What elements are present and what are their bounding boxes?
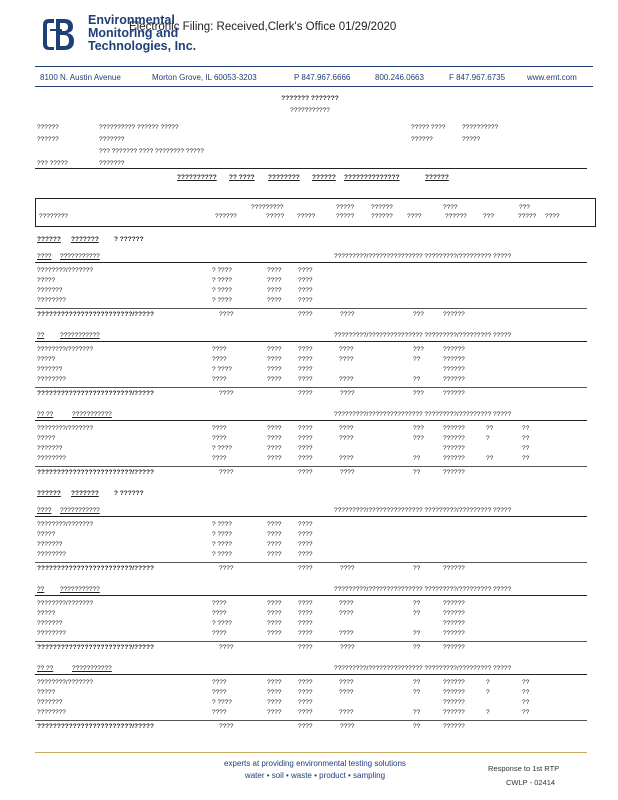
table-cell: ???? <box>298 455 313 462</box>
table-cell: ???? <box>340 644 355 651</box>
group-heading: ?????? <box>37 236 61 243</box>
table-cell: ???? <box>298 435 313 442</box>
table-cell: ???? <box>339 376 354 383</box>
analyte-name: ??????? <box>37 287 63 294</box>
info-label: ?????? <box>411 136 433 143</box>
table-cell: ???? <box>298 565 313 572</box>
section-rule <box>35 516 587 517</box>
table-cell: ? <box>486 709 490 716</box>
document-id: CWLP - 02414 <box>506 778 556 787</box>
table-cell: ???? <box>340 723 355 730</box>
section-subheader: ?????????/??????????????? ?????????/????????? ????? <box>334 332 512 339</box>
table-cell: ?? <box>413 469 421 476</box>
analyte-name: ???????? <box>37 455 66 462</box>
analyte-name: ??????? <box>37 699 63 706</box>
table-cell: ???? <box>267 346 282 353</box>
table-cell: ?? <box>522 679 530 686</box>
table-cell: ?? <box>413 455 421 462</box>
total-rule <box>35 562 587 563</box>
table-cell: ??? <box>413 435 424 442</box>
banner-label: ???????? <box>268 174 300 181</box>
table-cell: ? ???? <box>212 366 232 373</box>
table-cell: ?????? <box>443 376 465 383</box>
section-title: ???? <box>37 507 52 514</box>
table-cell: ???? <box>212 455 227 462</box>
table-cell: ???? <box>339 435 354 442</box>
table-cell: ? ???? <box>212 297 232 304</box>
table-cell: ???? <box>340 565 355 572</box>
table-cell: ???? <box>212 709 227 716</box>
table-cell: ?? <box>522 445 530 452</box>
company-name-line3: Technologies, Inc. <box>88 39 197 53</box>
table-cell: ???? <box>298 376 313 383</box>
info-label: ?????? <box>37 136 59 143</box>
table-cell: ???? <box>267 297 282 304</box>
table-cell: ???? <box>339 356 354 363</box>
table-cell: ?????? <box>443 356 465 363</box>
table-cell: ???? <box>212 679 227 686</box>
table-cell: ?????? <box>443 425 465 432</box>
table-cell: ?????? <box>443 565 465 572</box>
company-name-line1: Environmental <box>88 13 175 27</box>
table-cell: ? ???? <box>212 541 232 548</box>
table-cell: ???? <box>298 366 313 373</box>
table-cell: ? ???? <box>212 277 232 284</box>
table-cell: ???? <box>267 521 282 528</box>
banner-label: ?????????? <box>177 174 217 181</box>
analyte-name: ????????/??????? <box>37 600 94 607</box>
table-cell: ? ???? <box>212 445 232 452</box>
table-cell: ? <box>486 689 490 696</box>
table-cell: ?? <box>413 689 421 696</box>
section-rule <box>35 341 587 342</box>
table-cell: ???? <box>267 541 282 548</box>
table-cell: ???? <box>219 723 234 730</box>
table-cell: ?????? <box>443 610 465 617</box>
analyte-name: ????? <box>37 610 56 617</box>
total-label: ????????????????????????/????? <box>37 723 154 730</box>
table-cell: ?????? <box>443 699 465 706</box>
table-cell: ???? <box>298 356 313 363</box>
group-heading: ??????? <box>71 236 99 243</box>
table-cell: ???? <box>212 610 227 617</box>
section-rule <box>35 595 587 596</box>
section-title: ??????????? <box>60 253 100 260</box>
table-cell: ?????? <box>443 689 465 696</box>
section-title: ?? <box>37 332 45 339</box>
total-label: ????????????????????????/????? <box>37 469 154 476</box>
table-cell: ???? <box>298 346 313 353</box>
table-cell: ???? <box>298 267 313 274</box>
banner-label: ?????? <box>312 174 336 181</box>
column-label: ???? <box>443 204 458 211</box>
table-cell: ?? <box>522 699 530 706</box>
section-subheader: ?????????/??????????????? ?????????/????????? ????? <box>334 411 512 418</box>
table-cell: ?????? <box>443 435 465 442</box>
info-value: ?????????? <box>462 124 499 131</box>
table-cell: ???? <box>298 425 313 432</box>
analyte-name: ???????? <box>37 630 66 637</box>
info-rule <box>35 168 587 169</box>
section-rule <box>35 262 587 263</box>
phone-number: P 847.967.6666 <box>294 73 351 82</box>
table-cell: ???? <box>267 287 282 294</box>
column-label: ????? <box>266 213 285 220</box>
table-cell: ???? <box>339 455 354 462</box>
header-rule <box>35 66 593 67</box>
table-cell: ?????? <box>443 600 465 607</box>
table-cell: ???? <box>212 435 227 442</box>
table-cell: ???? <box>298 445 313 452</box>
section-subheader: ?????????/??????????????? ?????????/????????? ????? <box>334 586 512 593</box>
analyte-name: ????????/??????? <box>37 346 94 353</box>
table-cell: ?? <box>413 600 421 607</box>
table-cell: ?? <box>486 455 494 462</box>
table-cell: ?? <box>522 425 530 432</box>
table-cell: ???? <box>267 425 282 432</box>
column-label: ??? <box>483 213 494 220</box>
table-cell: ???? <box>298 620 313 627</box>
table-cell: ???? <box>298 610 313 617</box>
table-cell: ?????? <box>443 346 465 353</box>
column-label: ?????? <box>215 213 237 220</box>
table-cell: ???? <box>212 346 227 353</box>
table-cell: ???? <box>339 610 354 617</box>
table-cell: ???? <box>339 630 354 637</box>
tollfree-number: 800.246.0663 <box>375 73 424 82</box>
table-cell: ???? <box>267 455 282 462</box>
table-cell: ???? <box>219 644 234 651</box>
table-cell: ???? <box>267 356 282 363</box>
analyte-name: ??????? <box>37 541 63 548</box>
column-label: ??? <box>519 204 530 211</box>
footer-rule <box>35 752 587 753</box>
analyte-name: ???????? <box>37 551 66 558</box>
table-cell: ??? <box>413 346 424 353</box>
banner-label: ?? ???? <box>229 174 255 181</box>
table-cell: ???? <box>267 620 282 627</box>
table-cell: ?????? <box>443 679 465 686</box>
table-cell: ?? <box>413 723 421 730</box>
table-cell: ???? <box>340 469 355 476</box>
total-label: ????????????????????????/????? <box>37 644 154 651</box>
info-label: ????? ???? <box>411 124 446 131</box>
report-title: ??????? ??????? <box>281 95 339 102</box>
column-label-analyte: ???????? <box>39 213 68 220</box>
column-label: ????? <box>336 213 355 220</box>
section-subheader: ?????????/??????????????? ?????????/????????? ????? <box>334 253 512 260</box>
total-label: ????????????????????????/????? <box>37 390 154 397</box>
table-cell: ???? <box>298 287 313 294</box>
total-rule <box>35 308 587 309</box>
table-cell: ???? <box>298 277 313 284</box>
section-subheader: ?????????/??????????????? ?????????/????????? ????? <box>334 507 512 514</box>
table-cell: ??? <box>413 425 424 432</box>
section-rule <box>35 420 587 421</box>
table-cell: ?? <box>522 455 530 462</box>
table-cell: ??? <box>413 390 424 397</box>
analyte-name: ??????? <box>37 445 63 452</box>
analyte-name: ???????? <box>37 376 66 383</box>
table-cell: ?????? <box>443 366 465 373</box>
column-label: ???? <box>407 213 422 220</box>
table-cell: ?? <box>522 689 530 696</box>
table-cell: ?????? <box>443 445 465 452</box>
group-heading: ??????? <box>71 490 99 497</box>
table-cell: ? ???? <box>212 521 232 528</box>
table-cell: ???? <box>219 469 234 476</box>
table-cell: ?? <box>486 425 494 432</box>
company-name-line2: Monitoring and <box>88 26 179 40</box>
column-label: ????????? <box>251 204 284 211</box>
column-label: ???? <box>545 213 560 220</box>
info-label: ??? ????? <box>37 160 68 167</box>
company-logo <box>40 17 80 51</box>
analyte-name: ????? <box>37 277 56 284</box>
table-cell: ?? <box>522 435 530 442</box>
table-cell: ? <box>486 679 490 686</box>
table-cell: ???? <box>267 610 282 617</box>
column-label: ????? <box>336 204 355 211</box>
table-cell: ???? <box>298 723 313 730</box>
table-cell: ???? <box>339 709 354 716</box>
table-cell: ?????? <box>443 644 465 651</box>
section-title: ???? <box>37 253 52 260</box>
analyte-name: ????? <box>37 531 56 538</box>
section-title: ?? <box>37 586 45 593</box>
report-subtitle: ??????????? <box>290 107 330 114</box>
column-label: ?????? <box>371 204 393 211</box>
analyte-name: ???????? <box>37 709 66 716</box>
table-cell: ???? <box>298 699 313 706</box>
table-cell: ? ???? <box>212 620 232 627</box>
analyte-name: ??????? <box>37 366 63 373</box>
table-cell: ?? <box>413 565 421 572</box>
section-subheader: ?????????/??????????????? ?????????/????????? ????? <box>334 665 512 672</box>
column-label: ?????? <box>371 213 393 220</box>
table-cell: ?? <box>413 679 421 686</box>
table-cell: ???? <box>339 679 354 686</box>
table-cell: ?????? <box>443 630 465 637</box>
address-city: Morton Grove, IL 60053-3203 <box>152 73 257 82</box>
table-cell: ?????? <box>443 723 465 730</box>
table-cell: ?????? <box>443 620 465 627</box>
analyte-name: ????? <box>37 356 56 363</box>
logo-mark-icon <box>40 17 80 51</box>
info-value: ??????? <box>99 160 125 167</box>
table-cell: ???? <box>212 600 227 607</box>
table-cell: ???? <box>267 376 282 383</box>
analyte-name: ????????/??????? <box>37 679 94 686</box>
table-cell: ???? <box>298 311 313 318</box>
analyte-name: ????? <box>37 435 56 442</box>
section-title: ??????????? <box>72 665 112 672</box>
table-cell: ?????? <box>443 469 465 476</box>
table-cell: ???? <box>267 689 282 696</box>
section-title: ??????????? <box>60 586 100 593</box>
table-cell: ?? <box>413 610 421 617</box>
total-rule <box>35 466 587 467</box>
table-cell: ???? <box>298 297 313 304</box>
table-cell: ???? <box>267 679 282 686</box>
section-title: ?? ?? <box>37 665 54 672</box>
table-cell: ???? <box>298 390 313 397</box>
filing-stamp: Electronic Filing: Received,Clerk's Office 01/29/2020 <box>129 21 397 33</box>
table-cell: ???? <box>298 630 313 637</box>
footer-services: water • soil • waste • product • sampling <box>244 771 386 780</box>
total-label: ????????????????????????/????? <box>37 565 154 572</box>
table-cell: ???? <box>340 390 355 397</box>
table-cell: ???? <box>212 425 227 432</box>
table-cell: ???? <box>298 644 313 651</box>
table-cell: ??? <box>413 311 424 318</box>
table-cell: ???? <box>298 689 313 696</box>
table-cell: ???? <box>219 565 234 572</box>
table-cell: ???? <box>298 521 313 528</box>
table-cell: ???? <box>298 679 313 686</box>
table-cell: ???? <box>298 551 313 558</box>
info-value: ????? <box>462 136 481 143</box>
column-label: ?????? <box>445 213 467 220</box>
table-cell: ? ???? <box>212 531 232 538</box>
table-cell: ???? <box>267 709 282 716</box>
section-title: ?? ?? <box>37 411 54 418</box>
column-header-box <box>35 198 596 227</box>
table-cell: ???? <box>267 630 282 637</box>
table-cell: ???? <box>267 277 282 284</box>
table-cell: ???? <box>267 699 282 706</box>
table-cell: ???? <box>267 435 282 442</box>
column-label: ????? <box>518 213 537 220</box>
table-cell: ???? <box>267 600 282 607</box>
column-label: ????? <box>297 213 316 220</box>
table-cell: ?????? <box>443 709 465 716</box>
table-cell: ???? <box>267 267 282 274</box>
info-value: ??? ??????? ???? ???????? ????? <box>99 148 204 155</box>
group-heading: ? ?????? <box>114 236 144 243</box>
fax-number: F 847.967.6735 <box>449 73 506 82</box>
table-cell: ???? <box>267 531 282 538</box>
table-cell: ???? <box>339 689 354 696</box>
table-cell: ?? <box>413 630 421 637</box>
table-cell: ???? <box>298 600 313 607</box>
table-cell: ???? <box>298 709 313 716</box>
table-cell: ???? <box>219 390 234 397</box>
info-value: ?????????? ?????? ????? <box>99 124 179 131</box>
analyte-name: ??????? <box>37 620 63 627</box>
total-label: ????????????????????????/????? <box>37 311 154 318</box>
address-street: 8100 N. Austin Avenue <box>40 73 121 82</box>
table-cell: ???? <box>212 356 227 363</box>
table-cell: ???? <box>339 346 354 353</box>
table-cell: ???? <box>267 445 282 452</box>
table-cell: ???? <box>298 469 313 476</box>
section-rule <box>35 674 587 675</box>
table-cell: ? ???? <box>212 267 232 274</box>
table-cell: ?? <box>413 644 421 651</box>
table-cell: ?? <box>413 376 421 383</box>
group-heading: ?????? <box>37 490 61 497</box>
table-cell: ???? <box>339 425 354 432</box>
total-rule <box>35 387 587 388</box>
table-cell: ???? <box>219 311 234 318</box>
total-rule <box>35 720 587 721</box>
address-rule <box>35 86 593 87</box>
table-cell: ???? <box>267 366 282 373</box>
table-cell: ???? <box>339 600 354 607</box>
table-cell: ? ???? <box>212 287 232 294</box>
table-cell: ???? <box>298 531 313 538</box>
table-cell: ?? <box>413 356 421 363</box>
analyte-name: ???????? <box>37 297 66 304</box>
table-cell: ???? <box>267 551 282 558</box>
table-cell: ?? <box>522 709 530 716</box>
banner-label: ?????? <box>425 174 449 181</box>
table-cell: ???? <box>340 311 355 318</box>
info-label: ?????? <box>37 124 59 131</box>
table-cell: ?????? <box>443 390 465 397</box>
table-cell: ? ???? <box>212 551 232 558</box>
banner-label: ?????????????? <box>344 174 400 181</box>
website-link[interactable]: www.emt.com <box>527 73 577 82</box>
analyte-name: ????????/??????? <box>37 425 94 432</box>
analyte-name: ????????/??????? <box>37 267 94 274</box>
info-value: ??????? <box>99 136 125 143</box>
analyte-name: ????????/??????? <box>37 521 94 528</box>
table-cell: ???? <box>212 689 227 696</box>
table-cell: ? <box>486 435 490 442</box>
table-cell: ???? <box>212 630 227 637</box>
group-heading: ? ?????? <box>114 490 144 497</box>
table-cell: ?????? <box>443 455 465 462</box>
table-cell: ?????? <box>443 311 465 318</box>
analyte-name: ????? <box>37 689 56 696</box>
section-title: ??????????? <box>60 332 100 339</box>
footer-tagline: experts at providing environmental testing solutions <box>224 759 406 768</box>
table-cell: ?? <box>413 709 421 716</box>
section-title: ??????????? <box>72 411 112 418</box>
table-cell: ? ???? <box>212 699 232 706</box>
table-cell: ???? <box>212 376 227 383</box>
section-title: ??????????? <box>60 507 100 514</box>
table-cell: ???? <box>298 541 313 548</box>
total-rule <box>35 641 587 642</box>
response-label: Response to 1st RTP <box>488 764 560 773</box>
